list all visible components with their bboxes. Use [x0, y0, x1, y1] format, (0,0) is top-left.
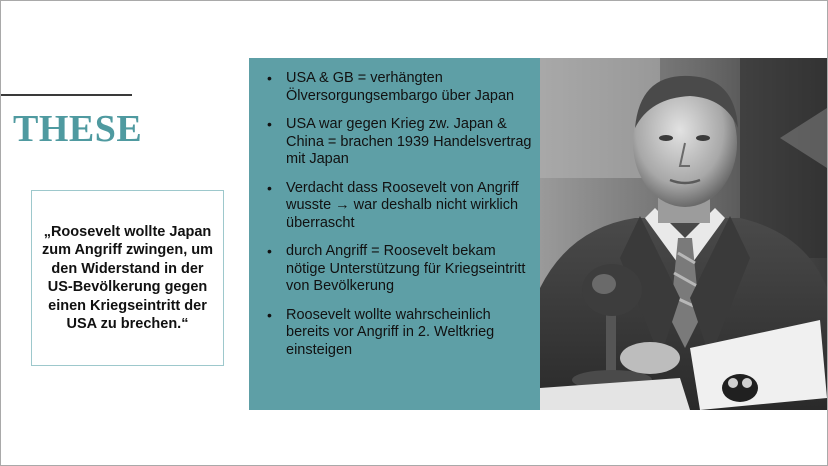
title-divider	[1, 94, 132, 96]
bullet-list	[249, 58, 540, 359]
bullet-item	[267, 70, 532, 105]
bullet-item	[267, 116, 532, 169]
roosevelt-photo	[540, 58, 827, 410]
bullet-marker: •	[267, 70, 272, 86]
thesis-quote-box	[31, 190, 224, 366]
bullet-text: USA & GB = verhängten Ölversorgungsembargo über Japan	[286, 70, 515, 104]
slide-title: THESE	[13, 108, 143, 150]
bullet-item	[267, 180, 532, 233]
bullet-panel	[249, 58, 540, 410]
bullet-marker: •	[267, 306, 272, 323]
bullet-text: Roosevelt wollte wahrscheinlich bereits vor Angriff in 2. Weltkrieg einsteigen	[286, 306, 495, 358]
bullet-marker: •	[267, 243, 272, 259]
bullet-item	[267, 243, 532, 296]
bullet-text: durch Angriff = Roosevelt bekam nötige Unterstützung für Kriegseintritt von Bevölkerung	[286, 243, 526, 294]
bullet-marker: •	[267, 116, 272, 132]
roosevelt-photo-image	[540, 58, 827, 410]
bullet-marker: •	[267, 179, 272, 196]
bullet-item	[267, 307, 532, 360]
bullet-text: USA war gegen Krieg zw. Japan & China = brachen 1939 Handelsvertrag mit Japan	[286, 116, 532, 167]
thesis-quote: „Roosevelt wollte Japan zum Angriff zwingen, um den Widerstand in der US-Bevölkerung gegen einen Kriegseintritt der USA zu brechen.“	[41, 223, 214, 332]
bullet-text: Verdacht dass Roosevelt von Angriff wusste → war deshalb nicht wirklich überrascht	[286, 179, 519, 231]
